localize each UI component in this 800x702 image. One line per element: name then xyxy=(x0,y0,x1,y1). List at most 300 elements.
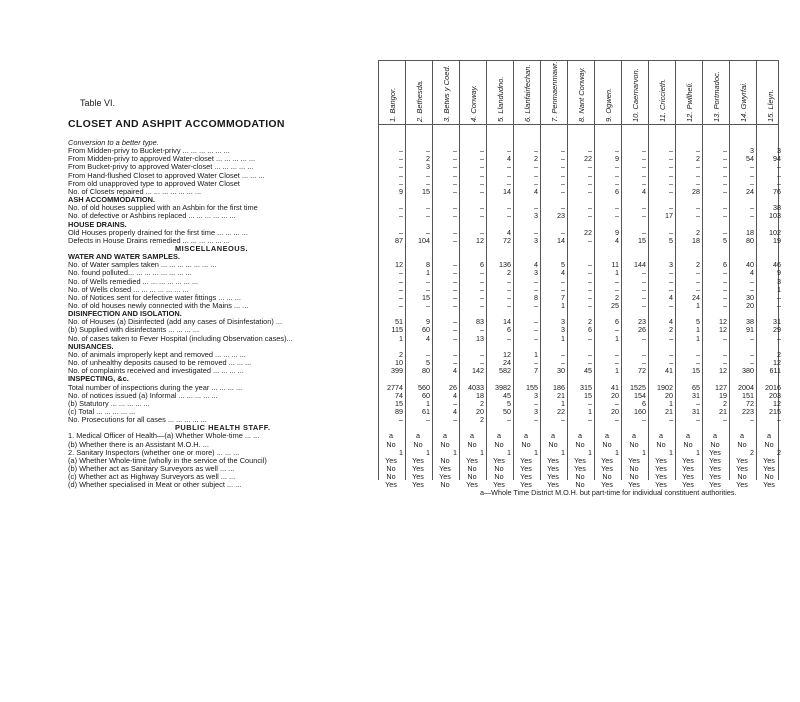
row-label: (b) Whether act as Sanitary Surveyors as well ... ... xyxy=(68,464,235,473)
table-cell: 22 xyxy=(584,154,592,164)
table-cell: 31 xyxy=(692,406,700,416)
table-cell: – xyxy=(723,178,727,188)
row-label: Total number of inspections during the year ... ... ... ... xyxy=(68,382,243,392)
table-cell: – xyxy=(696,178,700,188)
table-cell: – xyxy=(615,284,619,294)
table-cell: 26 xyxy=(449,382,457,392)
table-cell: 15 xyxy=(395,398,403,408)
table-cell: – xyxy=(399,292,403,302)
table-cell: – xyxy=(453,358,457,368)
table-cell: 20 xyxy=(611,390,619,400)
table-cell: – xyxy=(480,301,484,310)
row-label: No. of unhealthy deposits caused to be removed ... ... ... xyxy=(68,358,252,368)
table-cell: – xyxy=(399,178,403,188)
table-cell: 19 xyxy=(773,235,781,245)
table-cell: Yes xyxy=(763,464,775,473)
table-cell: 1 xyxy=(615,268,619,278)
table-cell: 5 xyxy=(561,260,565,270)
row-label: From Hand-flushed Closet to approved Water Closet ... ... ... xyxy=(68,170,265,180)
row-label: No. of animals improperly kept and removed ... ... ... ... xyxy=(68,349,246,359)
table-cell: 12 xyxy=(719,366,727,376)
table-cell: 65 xyxy=(692,382,700,392)
row-label: (c) Whether act as Highway Surveyors as well ... ... xyxy=(68,472,236,482)
table-cell: Yes xyxy=(574,455,586,465)
table-cell: – xyxy=(723,162,727,172)
table-cell: – xyxy=(777,301,781,310)
table-cell: No xyxy=(629,464,639,473)
table-cell: – xyxy=(507,162,511,172)
row-label: DISINFECTION AND ISOLATION. xyxy=(68,309,182,319)
table-cell: – xyxy=(453,170,457,180)
table-cell: 3 xyxy=(426,162,430,172)
table-cell: 3 xyxy=(750,146,754,156)
table-cell: – xyxy=(561,178,565,188)
table-cell: 12 xyxy=(719,325,727,335)
table-cell: No xyxy=(737,472,747,482)
table-cell: – xyxy=(453,333,457,343)
table-cell: – xyxy=(399,227,403,237)
table-cell: 4 xyxy=(615,235,619,245)
table-cell: Yes xyxy=(439,472,451,482)
table-cell: 1 xyxy=(615,333,619,343)
table-cell: 94 xyxy=(773,154,781,164)
table-cell: No xyxy=(440,480,450,490)
table-cell: 5 xyxy=(669,235,673,245)
table-cell: No xyxy=(656,439,666,449)
table-cell: 1 xyxy=(399,447,403,457)
row-label: No. of Closets repaired ... ... ... ... ... ... ... xyxy=(68,186,202,196)
row-label: INSPECTING, &c. xyxy=(68,374,129,384)
table-cell: – xyxy=(669,162,673,172)
table-cell: a xyxy=(740,431,744,441)
table-cell: 20 xyxy=(611,406,619,416)
table-cell: 582 xyxy=(499,366,511,376)
table-cell: 1 xyxy=(507,447,511,457)
table-cell: 3 xyxy=(669,260,673,270)
table-cell: – xyxy=(480,276,484,286)
table-cell: – xyxy=(561,203,565,213)
table-cell: 54 xyxy=(746,154,754,164)
table-cell: 380 xyxy=(742,366,754,376)
table-cell: No xyxy=(764,439,774,449)
table-cell: Yes xyxy=(763,455,775,465)
column-header-label: 10. Caernarvon. xyxy=(631,68,640,122)
table-cell: – xyxy=(561,186,565,196)
table-cell: No xyxy=(467,472,477,482)
table-cell: – xyxy=(696,162,700,172)
table-cell: 1 xyxy=(777,284,781,294)
table-cell: – xyxy=(750,333,754,343)
table-cell: – xyxy=(453,301,457,310)
table-cell: – xyxy=(669,178,673,188)
table-cell: – xyxy=(777,178,781,188)
table-cell: – xyxy=(534,178,538,188)
row-label: 2. Sanitary Inspectors (whether one or more) ... ... ... xyxy=(68,447,240,457)
table-cell: 1 xyxy=(561,447,565,457)
table-cell: 14 xyxy=(503,186,511,196)
table-cell: 1 xyxy=(615,447,619,457)
table-cell: – xyxy=(723,146,727,156)
table-cell: – xyxy=(399,203,403,213)
column-header xyxy=(733,62,751,122)
table-cell: – xyxy=(750,276,754,286)
table-cell: – xyxy=(561,276,565,286)
table-cell: – xyxy=(642,154,646,164)
table-cell: 19 xyxy=(719,390,727,400)
table-cell: – xyxy=(453,260,457,270)
table-cell: 12 xyxy=(773,358,781,368)
table-cell: Yes xyxy=(547,455,559,465)
table-cell: 2 xyxy=(480,398,484,408)
table-cell: – xyxy=(453,203,457,213)
table-cell: 20 xyxy=(476,406,484,416)
row-label: Conversion to a better type. xyxy=(68,138,159,147)
table-cell: – xyxy=(723,154,727,164)
table-cell: 18 xyxy=(476,390,484,400)
table-cell: – xyxy=(480,203,484,213)
table-cell: Yes xyxy=(736,480,748,490)
table-cell: 3 xyxy=(534,268,538,278)
table-cell: – xyxy=(723,211,727,221)
table-cell: No xyxy=(575,472,585,482)
row-label: (d) Whether specialised in Meat or other subject ... ... xyxy=(68,480,242,490)
column-header-label: 4. Conway. xyxy=(469,85,478,122)
table-cell: 4 xyxy=(534,186,538,196)
table-cell: No xyxy=(629,472,639,482)
table-cell: 15 xyxy=(584,390,592,400)
table-cell: a xyxy=(443,431,447,441)
table-cell: 136 xyxy=(499,260,511,270)
column-header xyxy=(652,62,670,122)
table-cell: 2774 xyxy=(387,382,403,392)
table-cell: – xyxy=(615,162,619,172)
table-cell: 1 xyxy=(642,447,646,457)
table-cell: 89 xyxy=(395,406,403,416)
table-cell: – xyxy=(561,154,565,164)
table-cell: Yes xyxy=(493,455,505,465)
table-cell: – xyxy=(588,146,592,156)
table-cell: 102 xyxy=(769,227,781,237)
table-cell: 2 xyxy=(696,227,700,237)
table-cell: 6 xyxy=(642,398,646,408)
table-cell: No xyxy=(764,472,774,482)
table-cell: No xyxy=(602,439,612,449)
table-cell: Yes xyxy=(412,455,424,465)
table-cell: No xyxy=(386,472,396,482)
table-cell: – xyxy=(399,170,403,180)
table-cell: – xyxy=(642,284,646,294)
table-cell: 80 xyxy=(746,235,754,245)
table-cell: 2004 xyxy=(738,382,754,392)
table-cell: 29 xyxy=(773,325,781,335)
table-cell: 3 xyxy=(534,390,538,400)
table-cell: – xyxy=(588,333,592,343)
table-cell: – xyxy=(588,162,592,172)
table-cell: 5 xyxy=(507,398,511,408)
table-cell: – xyxy=(588,178,592,188)
table-cell: 2 xyxy=(750,447,754,457)
table-cell: – xyxy=(426,178,430,188)
table-cell: 1 xyxy=(399,333,403,343)
table-cell: 4 xyxy=(453,406,457,416)
header-rule xyxy=(378,124,778,125)
table-cell: Yes xyxy=(709,472,721,482)
table-cell: a xyxy=(497,431,501,441)
table-cell: – xyxy=(399,162,403,172)
table-cell: a xyxy=(416,431,420,441)
row-label: From old unapproved type to approved Water Closet xyxy=(68,178,240,188)
table-cell: – xyxy=(480,325,484,335)
table-cell: – xyxy=(507,146,511,156)
column-header xyxy=(463,62,481,122)
table-cell: – xyxy=(453,349,457,359)
row-label: No. of Houses (a) Disinfected (add any cases of Disinfestation) ... xyxy=(68,317,283,327)
row-label: No. of Water samples taken ... ... ... ... ... ... ... xyxy=(68,260,217,270)
table-cell: 215 xyxy=(769,406,781,416)
table-cell: 9 xyxy=(399,186,403,196)
table-cell: 2 xyxy=(507,268,511,278)
table-cell: 15 xyxy=(692,366,700,376)
table-cell: – xyxy=(534,170,538,180)
table-cell: Yes xyxy=(709,455,721,465)
table-cell: – xyxy=(669,358,673,368)
table-cell: – xyxy=(777,333,781,343)
column-header xyxy=(382,62,400,122)
row-label: From Bucket-privy to approved Water-closet ... ... ... ... ... xyxy=(68,162,254,172)
table-cell: 22 xyxy=(557,406,565,416)
table-cell: 1 xyxy=(588,406,592,416)
table-cell: – xyxy=(696,146,700,156)
table-cell: 31 xyxy=(773,317,781,327)
table-cell: – xyxy=(642,276,646,286)
table-cell: 1 xyxy=(426,398,430,408)
table-cell: Yes xyxy=(655,472,667,482)
table-cell: Yes xyxy=(655,464,667,473)
table-cell: – xyxy=(615,325,619,335)
column-header-label: 15. Lleyn. xyxy=(766,89,775,122)
table-cell: – xyxy=(696,349,700,359)
table-cell: No xyxy=(467,439,477,449)
table-cell: – xyxy=(669,301,673,310)
table-cell: Yes xyxy=(412,480,424,490)
table-cell: – xyxy=(453,317,457,327)
table-cell: – xyxy=(642,358,646,368)
table-cell: 30 xyxy=(746,292,754,302)
table-cell: – xyxy=(426,301,430,310)
table-cell: – xyxy=(399,211,403,221)
table-cell: Yes xyxy=(412,464,424,473)
table-cell: a xyxy=(686,431,690,441)
row-label: No. Prosecutions for all cases ... ... ... ... ... xyxy=(68,415,207,425)
table-cell: 45 xyxy=(503,390,511,400)
table-cell: – xyxy=(642,170,646,180)
table-cell: – xyxy=(723,276,727,286)
table-cell: 5 xyxy=(426,358,430,368)
table-cell: 11 xyxy=(611,260,619,270)
table-cell: No xyxy=(683,439,693,449)
table-cell: – xyxy=(588,268,592,278)
table-cell: 80 xyxy=(422,366,430,376)
table-cell: – xyxy=(642,162,646,172)
table-cell: No xyxy=(710,439,720,449)
table-cell: 6 xyxy=(588,325,592,335)
table-cell: 1 xyxy=(534,349,538,359)
table-cell: – xyxy=(480,358,484,368)
table-cell: – xyxy=(480,211,484,221)
table-cell: – xyxy=(642,301,646,310)
table-cell: 155 xyxy=(526,382,538,392)
table-cell: – xyxy=(507,170,511,180)
table-cell: 2 xyxy=(588,317,592,327)
table-cell: 21 xyxy=(557,390,565,400)
table-cell: – xyxy=(507,203,511,213)
table-cell: – xyxy=(426,415,430,425)
column-header-label: 6. Llanfairfechan. xyxy=(523,64,532,122)
table-cell: a xyxy=(470,431,474,441)
row-label: From Midden-privy to approved Water-closet ... ... ... ... ... xyxy=(68,154,256,164)
table-cell: 30 xyxy=(557,366,565,376)
table-cell: – xyxy=(561,284,565,294)
table-cell: 5 xyxy=(696,317,700,327)
table-cell: 560 xyxy=(418,382,430,392)
table-cell: 1 xyxy=(426,268,430,278)
table-cell: Yes xyxy=(655,480,667,490)
table-cell: 20 xyxy=(665,390,673,400)
table-cell: – xyxy=(534,276,538,286)
table-cell: – xyxy=(642,203,646,213)
table-cell: 20 xyxy=(746,301,754,310)
table-cell: 104 xyxy=(418,235,430,245)
table-cell: 3 xyxy=(777,146,781,156)
table-cell: – xyxy=(777,162,781,172)
table-cell: 87 xyxy=(395,235,403,245)
table-cell: a xyxy=(632,431,636,441)
table-cell: – xyxy=(615,276,619,286)
table-cell: 2 xyxy=(615,292,619,302)
table-cell: – xyxy=(669,284,673,294)
table-cell: Yes xyxy=(520,472,532,482)
row-label: 1. Medical Officer of Health—(a) Whether Whole-time ... ... xyxy=(68,431,260,441)
table-cell: Yes xyxy=(385,455,397,465)
table-cell: – xyxy=(669,146,673,156)
row-label: No. of Wells closed ... ... ... ... ... ... ... xyxy=(68,284,189,294)
table-cell: – xyxy=(561,162,565,172)
table-cell: – xyxy=(453,178,457,188)
table-cell: – xyxy=(588,211,592,221)
table-cell: 5 xyxy=(723,235,727,245)
table-cell: No xyxy=(629,439,639,449)
table-cell: – xyxy=(561,146,565,156)
table-cell: – xyxy=(453,162,457,172)
table-cell: 103 xyxy=(769,211,781,221)
table-cell: 115 xyxy=(391,325,403,335)
table-cell: 223 xyxy=(742,406,754,416)
row-label: NUISANCES. xyxy=(68,341,114,351)
table-cell: – xyxy=(696,211,700,221)
table-cell: 15 xyxy=(638,235,646,245)
table-cell: No xyxy=(386,439,396,449)
table-cell: Yes xyxy=(520,464,532,473)
table-cell: 2 xyxy=(777,349,781,359)
table-cell: – xyxy=(534,162,538,172)
table-cell: 31 xyxy=(692,390,700,400)
table-cell: – xyxy=(480,154,484,164)
table-cell: 4 xyxy=(507,227,511,237)
table-cell: Yes xyxy=(709,447,721,457)
table-cell: 3982 xyxy=(495,382,511,392)
table-cell: – xyxy=(534,227,538,237)
table-cell: 83 xyxy=(476,317,484,327)
table-cell: 1 xyxy=(480,447,484,457)
footnote: a—Whole Time District M.O.H. but part-time for individual constituent authorities. xyxy=(480,488,737,497)
table-cell: 23 xyxy=(638,317,646,327)
table-cell: 25 xyxy=(611,301,619,310)
table-cell: 74 xyxy=(395,390,403,400)
table-cell: – xyxy=(723,268,727,278)
column-header-label: 5. Llandudno. xyxy=(496,76,505,122)
row-label: PUBLIC HEALTH STAFF. xyxy=(175,423,271,433)
table-cell: – xyxy=(453,276,457,286)
table-cell: 10 xyxy=(395,358,403,368)
table-cell: No xyxy=(494,439,504,449)
table-cell: Yes xyxy=(682,472,694,482)
table-cell: Yes xyxy=(628,480,640,490)
table-cell: – xyxy=(426,203,430,213)
table-cell: – xyxy=(777,415,781,425)
table-cell: Yes xyxy=(574,464,586,473)
table-cell: Yes xyxy=(439,464,451,473)
table-cell: 1 xyxy=(615,366,619,376)
table-cell: 1 xyxy=(669,398,673,408)
table-cell: 3 xyxy=(534,406,538,416)
table-cell: – xyxy=(534,333,538,343)
table-cell: – xyxy=(750,211,754,221)
table-cell: – xyxy=(426,146,430,156)
table-cell: – xyxy=(588,284,592,294)
table-cell: – xyxy=(750,170,754,180)
column-header xyxy=(598,62,616,122)
table-cell: – xyxy=(669,203,673,213)
table-cell: – xyxy=(696,268,700,278)
column-header-label: 2. Bethesda. xyxy=(415,79,424,122)
table-cell: 12 xyxy=(395,260,403,270)
table-cell: – xyxy=(561,227,565,237)
table-cell: 72 xyxy=(746,398,754,408)
table-cell: – xyxy=(453,398,457,408)
table-cell: – xyxy=(696,203,700,213)
table-cell: 17 xyxy=(665,211,673,221)
table-cell: 72 xyxy=(638,366,646,376)
table-cell: – xyxy=(426,349,430,359)
table-cell: – xyxy=(588,398,592,408)
row-label: No. of defective or Ashbins replaced ... ... ... ... ... ... xyxy=(68,211,236,221)
table-cell: 203 xyxy=(769,390,781,400)
table-cell: – xyxy=(750,162,754,172)
table-cell: 4 xyxy=(534,260,538,270)
table-cell: – xyxy=(642,211,646,221)
table-cell: 45 xyxy=(584,366,592,376)
table-cell: – xyxy=(453,284,457,294)
table-cell: 12 xyxy=(476,235,484,245)
table-cell: a xyxy=(605,431,609,441)
table-cell: a xyxy=(578,431,582,441)
table-cell: 1 xyxy=(561,398,565,408)
table-cell: 51 xyxy=(395,317,403,327)
table-cell: 6 xyxy=(615,186,619,196)
table-cell: 144 xyxy=(634,260,646,270)
table-cell: – xyxy=(426,227,430,237)
column-header xyxy=(571,62,589,122)
